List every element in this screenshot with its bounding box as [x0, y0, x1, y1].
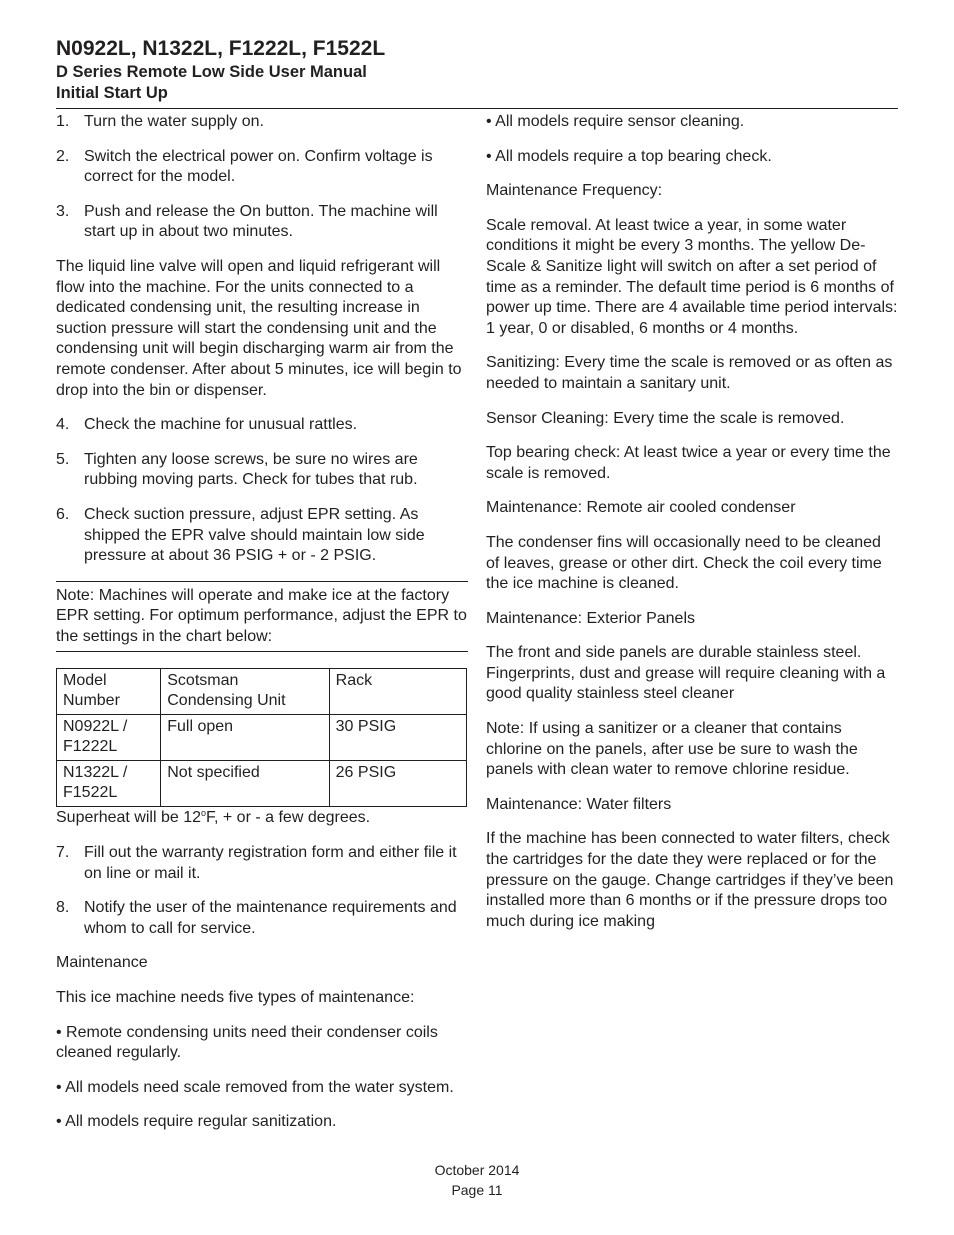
- chlorine-note: Note: If using a sanitizer or a cleaner that contains chlorine on the panels, after use be sure to wash the panels with clean water to remove chlorine residue.: [486, 720, 858, 779]
- exterior-panels-heading: Maintenance: Exterior Panels: [486, 609, 695, 627]
- exterior-panels-paragraph: The front and side panels are durable stainless steel. Fingerprints, dust and grease will require cleaning with a good quality stainless steel cleaner: [486, 644, 886, 703]
- water-filters-paragraph: If the machine has been connected to water filters, check the cartridges for the date they were replaced or for the pressure on the gauge. Change cartridges if they’ve been installed more than 6 months or if the pressure drops too much during ice making: [486, 830, 894, 930]
- condenser-paragraph: The condenser fins will occasionally need to be cleaned of leaves, grease or other dirt. Check the coil every time the ice machine is cleaned.: [486, 533, 882, 593]
- header-divider: [56, 108, 898, 109]
- section-title: Initial Start Up: [56, 84, 168, 102]
- maintenance-intro: This ice machine needs five types of maintenance:: [56, 989, 415, 1007]
- list-item: 1. Turn the water supply on.: [56, 113, 264, 130]
- list-item: 4. Check the machine for unusual rattles.: [56, 416, 358, 434]
- bullet-item: • All models need scale removed from the water system.: [56, 1078, 454, 1096]
- table-row: [57, 761, 467, 807]
- table-header-cell: Model Number: [57, 669, 161, 715]
- page-number: Page 11: [451, 1182, 503, 1198]
- table-header-row: [57, 669, 467, 715]
- table-cell: 30 PSIG: [329, 715, 466, 761]
- footer-date: October 2014: [434, 1162, 520, 1178]
- maintenance-frequency-heading: Maintenance Frequency:: [486, 182, 663, 200]
- right-column: [486, 112, 898, 946]
- liquid-line-paragraph: The liquid line valve will open and liquid refrigerant will flow into the machine. For the units connected to a dedicated condensing unit, the resulting increase in suction pressure will start the condensing unit and the condensing unit will begin discharging warm air from the remote condenser. After about 5 minutes, ice will begin to drop into the bin or dispenser.: [56, 257, 462, 399]
- sanitizing-paragraph: Sanitizing: Every time the scale is removed or as often as needed to maintain a sanitary unit.: [486, 354, 893, 392]
- sensor-cleaning-paragraph: Sensor Cleaning: Every time the scale is removed.: [486, 409, 845, 427]
- epr-settings-table: [56, 668, 467, 807]
- table-header-cell: Scotsman Condensing Unit: [161, 669, 329, 715]
- manual-title: D Series Remote Low Side User Manual: [56, 63, 367, 81]
- table-cell: Not specified: [161, 761, 329, 807]
- water-filters-heading: Maintenance: Water filters: [486, 795, 672, 813]
- left-column: [56, 112, 468, 1147]
- list-item: 8. Notify the user of the maintenance requirements and whom to call for service.: [56, 899, 457, 937]
- table-cell: 26 PSIG: [329, 761, 466, 807]
- superheat-note: Superheat will be $12^oF$, + or - a few degrees.: [56, 808, 371, 827]
- scale-removal-paragraph: Scale removal. At least twice a year, in some water conditions it might be every 3 months. The yellow De-Scale & Sanitize light will switch on after a set period of time as a reminder. The default time period is 6 months of power up time. There are 4 available time period intervals: 1 year, 0 or disabled, 6 months or 4 months.: [486, 216, 898, 337]
- bullet-item: • All models require regular sanitization.: [56, 1113, 337, 1131]
- epr-note: Note: Machines will operate and make ice at the factory EPR setting. For optimum performance, adjust the EPR to the settings in the chart below:: [56, 581, 468, 653]
- maintenance-heading: Maintenance: [56, 954, 148, 972]
- list-item: 6. Check suction pressure, adjust EPR setting. As shipped the EPR valve should maintain low side pressure at about 36 PSIG + or - 2 PSIG.: [56, 505, 425, 565]
- table-cell: N1322L / F1522L: [57, 761, 161, 807]
- table-row: [57, 715, 467, 761]
- page-footer: [0, 1160, 954, 1200]
- condenser-heading: Maintenance: Remote air cooled condenser: [486, 499, 796, 517]
- list-item: 5. Tighten any loose screws, be sure no wires are rubbing moving parts. Check for tubes that rub.: [56, 450, 418, 489]
- list-item: 3. Push and release the On button. The machine will start up in about two minutes.: [56, 202, 438, 241]
- table-cell: N0922L / F1222L: [57, 715, 161, 761]
- bullet-item: • All models require sensor cleaning.: [486, 113, 745, 130]
- bullet-item: • All models require a top bearing check.: [486, 147, 772, 165]
- table-header-cell: Rack: [329, 669, 466, 715]
- list-item: 2. Switch the electrical power on. Confirm voltage is correct for the model.: [56, 147, 433, 186]
- list-item: 7. Fill out the warranty registration form and either file it on line or mail it.: [56, 844, 457, 882]
- page-header: [56, 36, 898, 104]
- bullet-item: • Remote condensing units need their condenser coils cleaned regularly.: [56, 1023, 438, 1062]
- model-title: N0922L, N1322L, F1222L, F1522L: [56, 37, 386, 60]
- table-cell: Full open: [161, 715, 329, 761]
- top-bearing-paragraph: Top bearing check: At least twice a year or every time the scale is removed.: [486, 444, 891, 482]
